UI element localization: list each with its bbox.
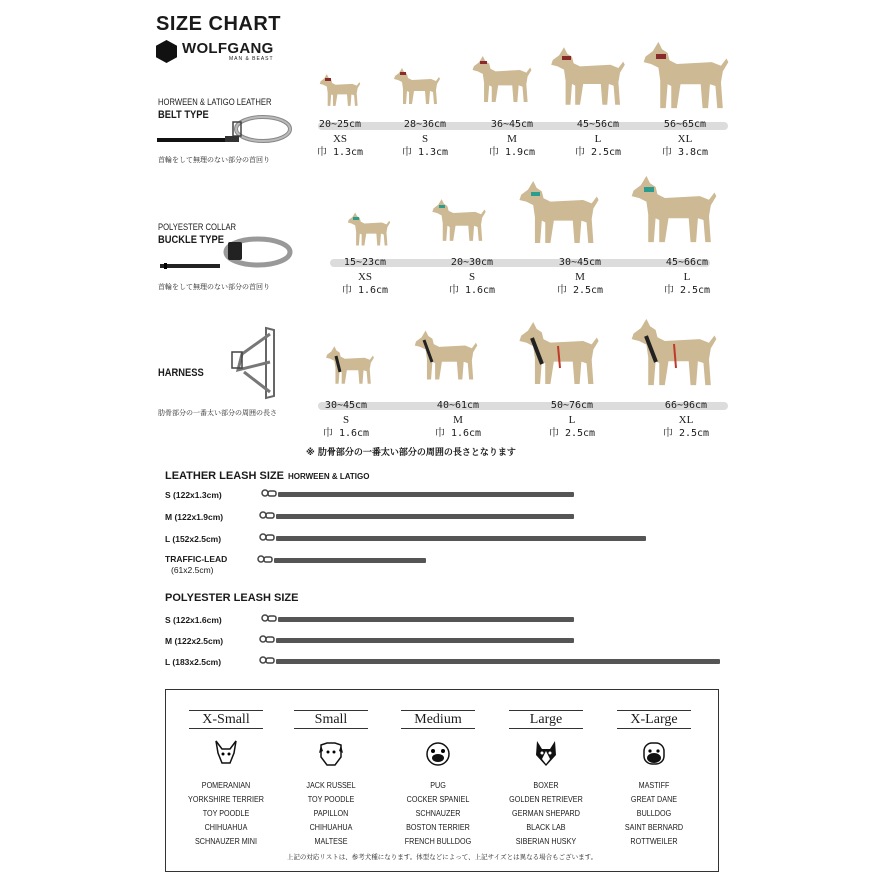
size-width: 巾 2.5cm [574,147,622,158]
size-width: 巾 2.5cm [556,285,604,296]
size-width: 巾 1.9cm [488,147,536,158]
breed-name: CHIHUAHUA [309,823,353,832]
breed-name: SAINT BERNARD [624,823,684,832]
breed-name: ROTTWEILER [630,837,678,846]
breed-column-heading: Large [509,710,583,729]
size-width: 巾 1.3cm [316,147,364,158]
size-width: 巾 2.5cm [663,285,711,296]
poly-leash-l-label: L (183x2.5cm) [165,657,222,667]
size-label: XS [332,133,348,145]
belt-collar-icon [157,114,292,150]
size-range: 45~56cm [576,119,620,130]
clip-icon [260,489,278,498]
clip-icon [260,614,278,623]
buckle-note: 首輪をして無理のない部分の首回り [158,283,270,291]
breed-name: FRENCH BULLDOG [404,837,472,846]
breed-name: BLACK LAB [526,823,566,832]
leash-bar [276,514,574,519]
poly-leash-m-label: M (122x2.5cm) [165,636,224,646]
dog-illustration-xs [346,208,392,250]
leash-bar [276,659,720,664]
dog-illustration-s [324,342,376,388]
belt-size-xs [300,118,380,160]
breed-name: BOSTON TERRIER [406,823,470,832]
breed-footnote: 上記の対応リストは、参考犬種になります。体型などによって、上記サイズとは異なる場合もございます。 [286,853,598,861]
buckle-size-m [540,256,620,298]
page-title: SIZE CHART [156,13,281,35]
wolf-logo-icon [156,40,177,63]
buckle-line1: POLYESTER COLLAR [158,222,237,232]
dog-illustration-xl [628,314,720,390]
leather-leash-subtitle: HORWEEN & LATIGO [287,472,370,481]
size-label: L [568,414,576,426]
harness-size-m [418,399,498,441]
breed-name: GERMAN SHEPARD [512,809,580,818]
size-label: M [453,414,463,426]
buckle-collar-icon [160,236,295,276]
harness-size-l [532,399,612,441]
clip-icon [258,511,276,520]
size-label: XL [677,133,693,145]
clip-icon [256,555,274,564]
dog-illustration-m [470,48,534,110]
size-width: 巾 2.5cm [662,428,710,439]
breed-name: BULLDOG [636,809,672,818]
dog-illustration-xs [318,70,362,110]
breed-column-heading: X-Small [189,710,263,729]
size-range: 66~96cm [664,400,708,411]
buckle-size-l [647,256,727,298]
breed-name: SIBERIAN HUSKY [515,837,577,846]
harness-size-xl [646,399,726,441]
dog-illustration-l [548,42,628,110]
size-range: 20~25cm [318,119,362,130]
size-label: XL [678,414,694,426]
breed-name: TOY POODLE [307,795,355,804]
leather-leash-title [165,470,369,482]
harness-footnote: ※ 肋骨部分の一番太い部分の周囲の長さとなります [306,448,516,458]
dog-illustration-s [430,194,488,246]
dog-illustration-l [628,170,720,248]
size-label: L [683,271,691,283]
size-label: XS [357,271,373,283]
size-range: 28~36cm [403,119,447,130]
leash-bar [278,617,574,622]
size-label: L [594,133,602,145]
breed-column-medium [388,710,488,849]
breed-name: CHIHUAHUA [204,823,248,832]
leather-leash-l-label: L (152x2.5cm) [165,534,222,544]
breed-column-heading: Medium [401,710,475,729]
clip-icon [258,635,276,644]
breed-name: COCKER SPANIEL [406,795,470,804]
breed-name: JACK RUSSEL [306,781,356,790]
breed-name: SCHNAUZER MINI [194,837,257,846]
breed-name: POMERANIAN [201,781,251,790]
leather-leash-m-label: M (122x1.9cm) [165,512,224,522]
clip-icon [258,656,276,665]
chihuahua-icon [212,739,240,767]
breed-reference-box [165,689,719,872]
traffic-lead-label [165,554,227,576]
leash-bar [274,558,426,563]
breed-name: MALTESE [314,837,348,846]
breed-name: GREAT DANE [630,795,678,804]
size-range: 20~30cm [450,257,494,268]
size-width: 巾 2.5cm [548,428,596,439]
breed-column-small [281,710,381,849]
leather-leash-title-text: LEATHER LEASH SIZE [165,470,284,482]
belt-size-s [385,118,465,160]
size-label: S [421,133,429,145]
size-range: 45~66cm [665,257,709,268]
belt-line1: HORWEEN & LATIGO LEATHER [158,97,272,107]
size-label: M [507,133,517,145]
husky-icon [532,739,560,767]
leash-bar [276,638,574,643]
leather-leash-s-label: S (122x1.3cm) [165,490,222,500]
breed-name: YORKSHIRE TERRIER [188,795,264,804]
poly-leash-title: POLYESTER LEASH SIZE [165,592,299,604]
brand-logo [156,40,274,63]
size-range: 30~45cm [324,400,368,411]
breed-list [181,779,271,849]
mastiff-icon [640,739,668,767]
size-range: 56~65cm [663,119,707,130]
size-width: 巾 1.6cm [434,428,482,439]
breed-name: PAPILLON [313,809,349,818]
size-range: 15~23cm [343,257,387,268]
breed-list [609,779,699,849]
buckle-size-xs [325,256,405,298]
harness-icon [230,324,290,404]
size-range: 50~76cm [550,400,594,411]
breed-name: PUG [430,781,446,790]
breed-list [393,779,483,849]
breed-name: SCHNAUZER [415,809,461,818]
size-width: 巾 3.8cm [661,147,709,158]
size-label: S [342,414,350,426]
breed-list [286,779,376,849]
harness-size-s [306,399,386,441]
terrier-icon [317,739,345,767]
belt-note: 首輪をして無理のない部分の首回り [158,156,270,164]
breed-list [501,779,591,849]
size-width: 巾 1.6cm [448,285,496,296]
poly-leash-s-label: S (122x1.6cm) [165,615,222,625]
harness-note: 肋骨部分の一番太い部分の周囲の長さ [158,409,277,417]
breed-column-xlarge [604,710,704,849]
dog-illustration-m [516,176,602,248]
breed-name: TOY POODLE [202,809,250,818]
buckle-line2: BUCKLE TYPE [158,234,224,246]
breed-column-xsmall [176,710,276,849]
traffic-lead-name: TRAFFIC-LEAD [165,554,228,564]
clip-icon [258,533,276,542]
size-width: 巾 1.6cm [341,285,389,296]
dog-illustration-xl [640,38,732,112]
dog-illustration-s [392,62,442,110]
breed-name: BOXER [533,781,559,790]
buckle-size-s [432,256,512,298]
belt-size-xl [645,118,725,160]
belt-line2: BELT TYPE [158,109,209,121]
size-range: 36~45cm [490,119,534,130]
size-label: S [468,271,476,283]
breed-name: MASTIFF [638,781,670,790]
size-range: 40~61cm [436,400,480,411]
breed-column-heading: Small [294,710,368,729]
leash-bar [278,492,574,497]
harness-section-label [158,366,212,380]
breed-column-heading: X-Large [617,710,691,729]
breed-column-large [496,710,596,849]
size-label: M [575,271,585,283]
leash-bar [276,536,646,541]
size-range: 30~45cm [558,257,602,268]
size-width: 巾 1.6cm [322,428,370,439]
dog-illustration-m [412,322,480,388]
brand-name: WOLFGANG [182,40,274,57]
pug-icon [424,739,452,767]
belt-size-m [472,118,552,160]
traffic-lead-size: (61x2.5cm) [171,565,214,575]
size-width: 巾 1.3cm [401,147,449,158]
breed-name: GOLDEN RETRIEVER [509,795,583,804]
brand-subtitle: MAN & BEAST [228,56,274,62]
belt-size-l [558,118,638,160]
dog-illustration-l [516,318,602,388]
harness-title: HARNESS [158,367,204,379]
